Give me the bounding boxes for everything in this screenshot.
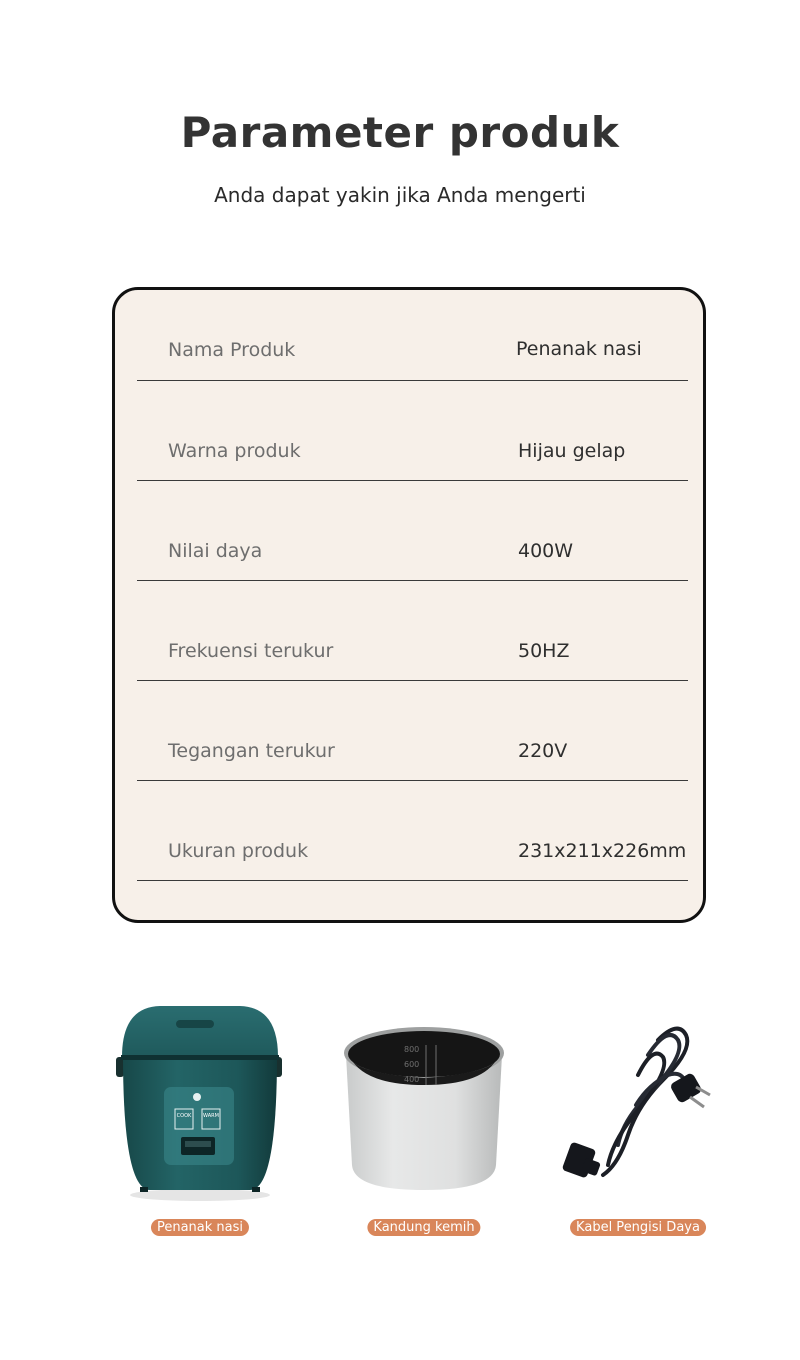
spec-row-power <box>137 481 688 581</box>
spec-value: 50HZ <box>518 640 570 662</box>
rice-cooker-image <box>90 995 310 1215</box>
product-rice-cooker <box>90 995 310 1245</box>
power-cable-image <box>528 995 748 1215</box>
product-power-cable <box>528 995 748 1245</box>
spec-value: 220V <box>518 740 568 762</box>
spec-table <box>112 287 706 923</box>
spec-label: Warna produk <box>168 440 301 462</box>
product-caption: Kabel Pengisi Daya <box>570 1219 706 1236</box>
product-caption: Kandung kemih <box>367 1219 480 1236</box>
spec-label: Nama Produk <box>168 339 296 361</box>
page-title: Parameter produk <box>180 108 620 157</box>
cook-label: COOK <box>176 1113 192 1119</box>
product-caption: Penanak nasi <box>151 1219 249 1236</box>
spec-label: Ukuran produk <box>168 840 309 862</box>
spec-label: Tegangan terukur <box>168 740 335 762</box>
page-subtitle: Anda dapat yakin jika Anda mengerti <box>214 183 586 207</box>
spec-label: Nilai daya <box>168 540 263 562</box>
inner-pot-image <box>314 995 534 1215</box>
spec-row-product-name <box>137 281 688 381</box>
spec-row-voltage <box>137 681 688 781</box>
spec-row-frequency <box>137 581 688 681</box>
pot-mark-400: 400 <box>404 1075 420 1084</box>
spec-value: Penanak nasi <box>516 338 642 360</box>
spec-label: Frekuensi terukur <box>168 640 334 662</box>
spec-value: 400W <box>518 540 574 562</box>
pot-mark-800: 800 <box>404 1045 420 1054</box>
spec-row-size <box>137 781 688 881</box>
product-inner-pot <box>314 995 534 1245</box>
spec-value: Hijau gelap <box>518 440 626 462</box>
spec-value: 231x211x226mm <box>518 840 687 862</box>
pot-mark-600: 600 <box>404 1060 420 1069</box>
warm-label: WARM <box>203 1113 219 1119</box>
spec-row-color <box>137 381 688 481</box>
